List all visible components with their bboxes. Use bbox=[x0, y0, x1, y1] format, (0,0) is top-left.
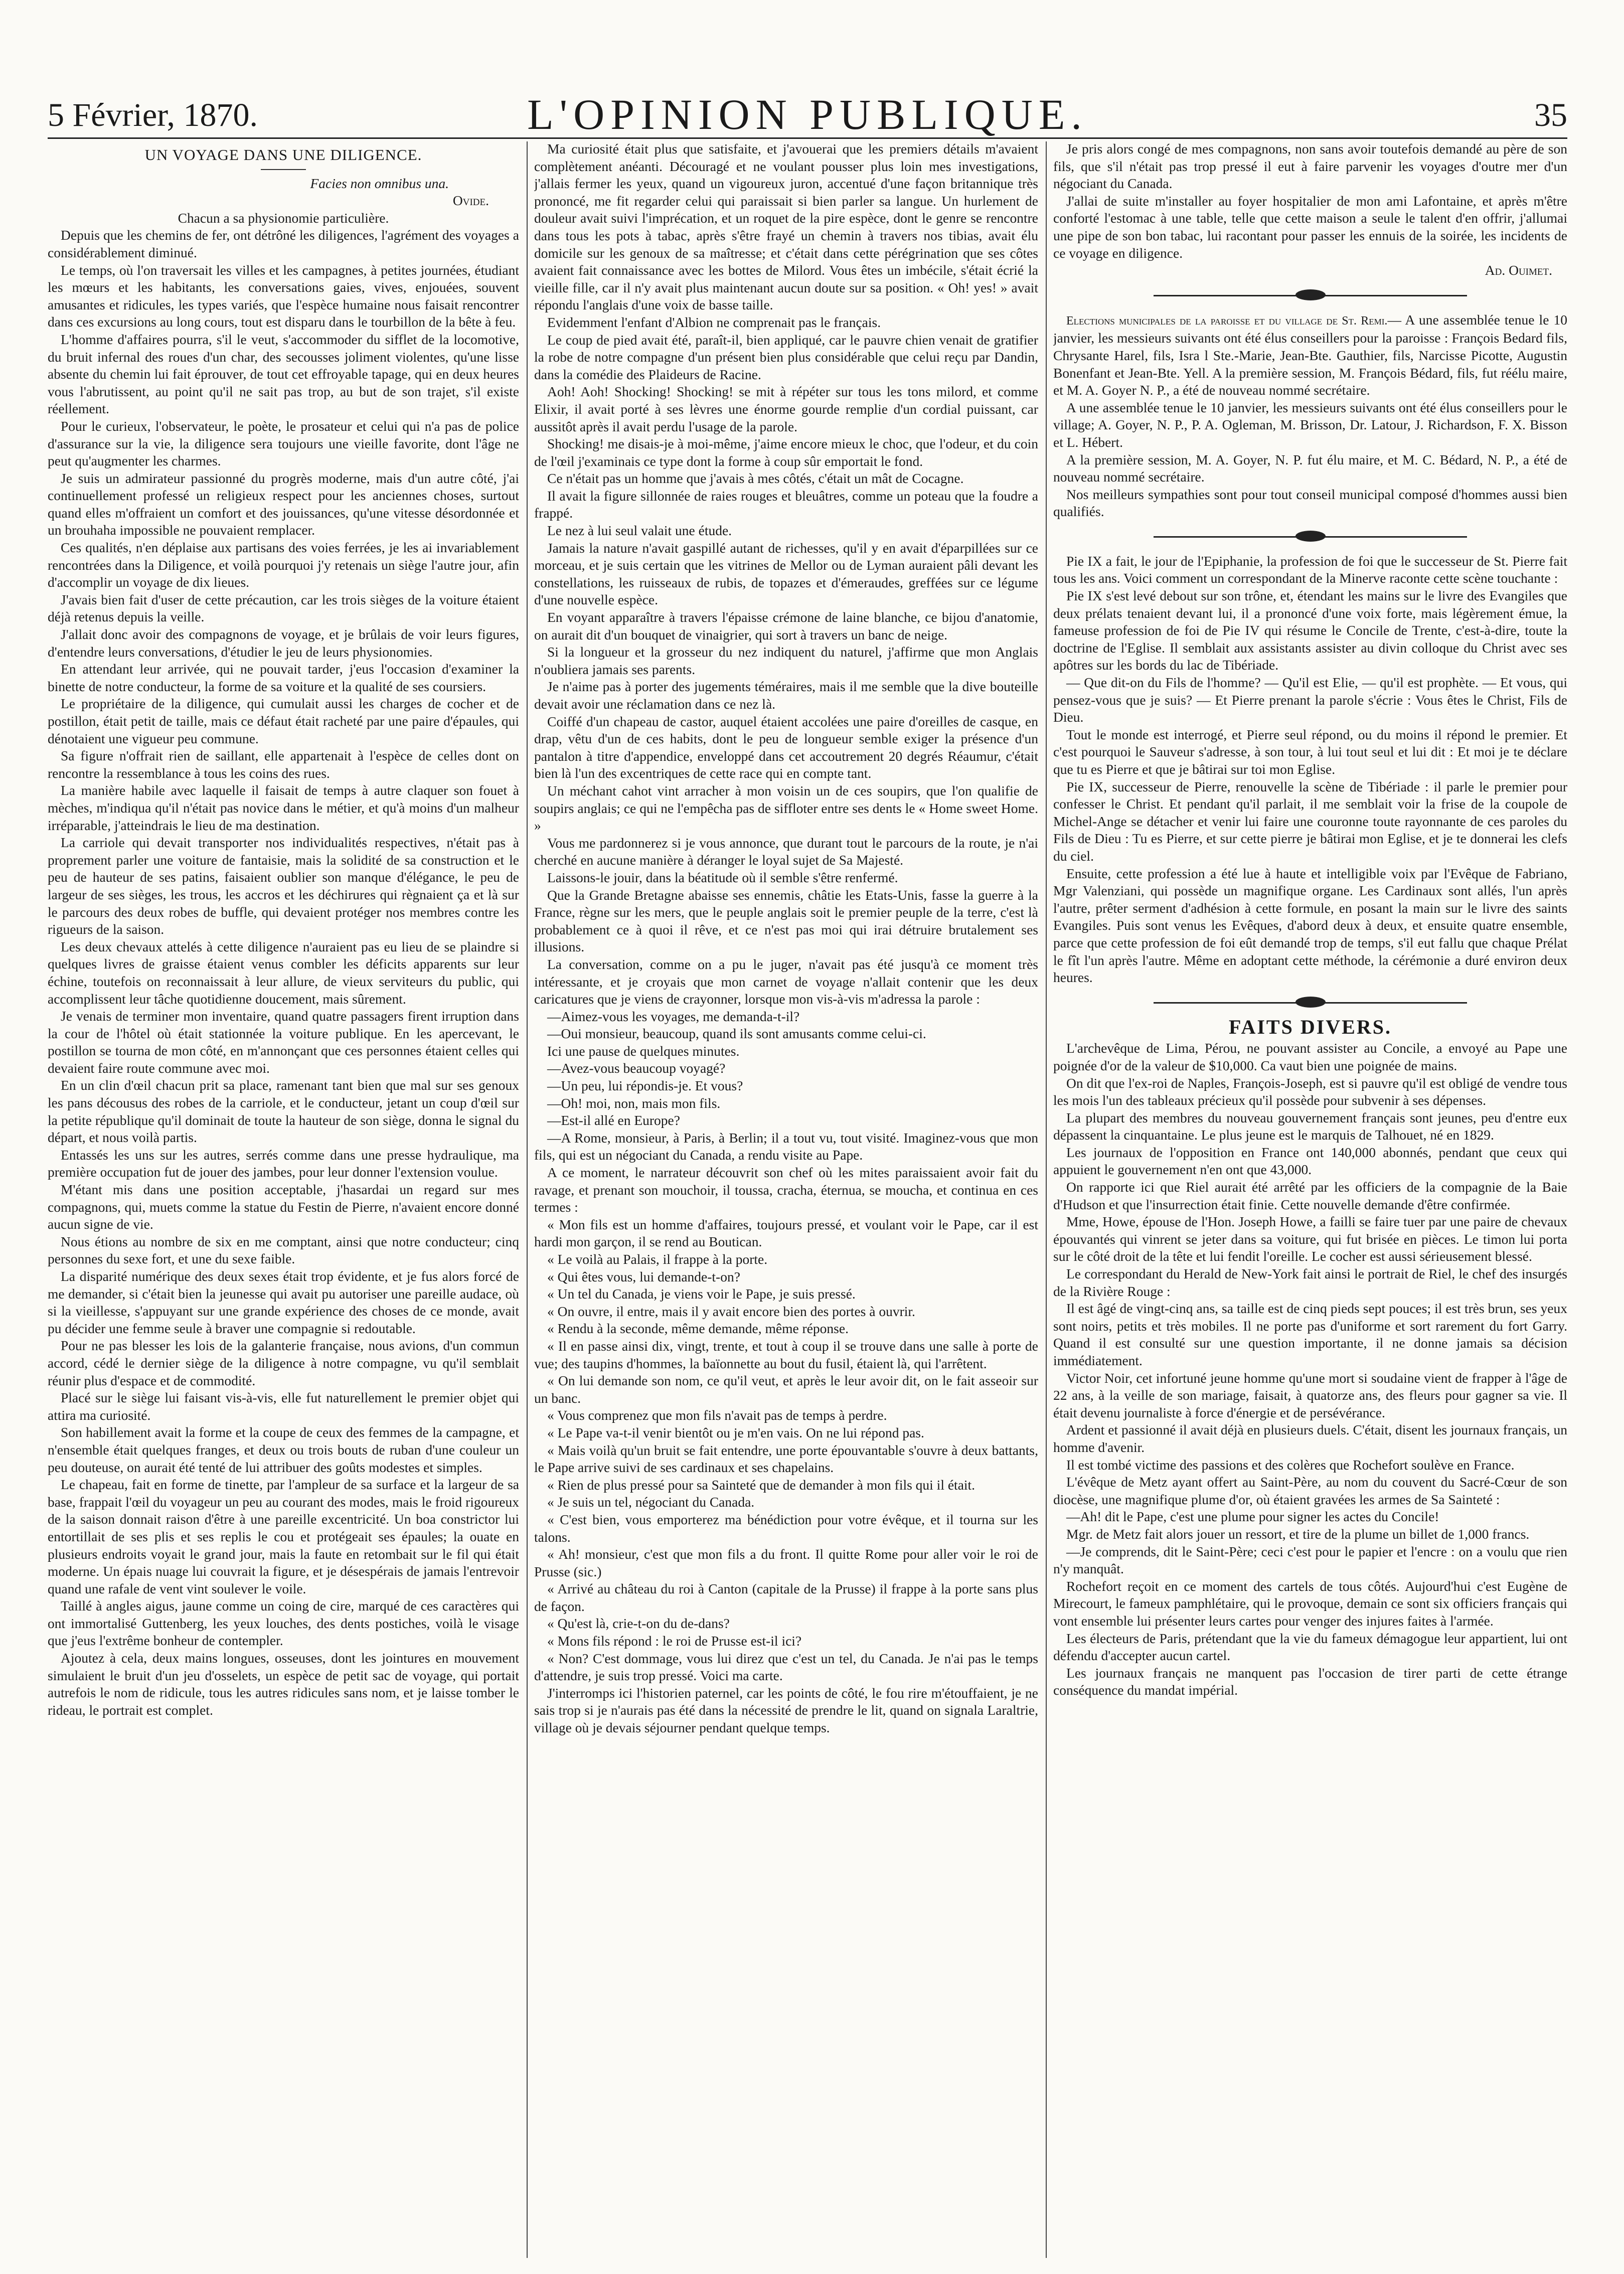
faits-divers-paragraph: Il est tombé victime des passions et des colères que Rochefort soulève en France. bbox=[1066, 1456, 1515, 1473]
article-paragraph: La carriole qui devait transporter nos individualités respectives, n'était pas à proprement parler une voiture de fantaisie, mais la solidité de sa construction et le peu de hauteur de ses patins, faisaient oublier son manque d'élégance, le peu de largeur de ses sièges, les trous, les accros et les déchirures qui règnaient ça et là sur le parcours des deux robes de buffle, qui devaient protéger nos membres contre les rigueurs de la saison. bbox=[48, 835, 519, 937]
column-2 bbox=[534, 140, 1038, 2262]
article-paragraph: J'avais bien fait d'user de cette précaution, car les trois sièges de la voiture étaient déjà retenus depuis la veille. bbox=[48, 591, 519, 625]
article-paragraph: Le nez à lui seul valait une étude. bbox=[547, 523, 732, 539]
article-paragraph: A ce moment, le narrateur découvrit son chef où les mites paraissaient avoir fait du ravage, et prenant son mouchoir, il toussa, cracha, éternua, se moucha, et continua en ces termes : bbox=[534, 1165, 1038, 1215]
article-paragraph: Aoh! Aoh! Shocking! Shocking! se mit à répéter sur tous les tons milord, et comme Elixir, il avait porté à ses lèvres une énorme gourde remplie d'un cordial puissant, car aussitôt après il avait perdu l'usage de la parole. bbox=[534, 384, 1038, 434]
article-paragraph: « C'est bien, vous emporterez ma bénédiction pour votre évêque, et il tourna sur les talons. bbox=[534, 1511, 1038, 1545]
article-paragraph: J'allai de suite m'installer au foyer hospitalier de mon ami Lafontaine, et après m'être conforté l'estomac à une table, telle que cette maison a seule le talent d'en offrir, j'allumai une pipe de son bon tabac, lui racontant pour passer les ennuis de la soirée, les incidents de ce voyage en diligence. bbox=[1053, 193, 1567, 261]
article-paragraph: —Est-il allé en Europe? bbox=[547, 1112, 680, 1128]
faits-divers-paragraph: Mgr. de Metz fait alors jouer un ressort, et tire de la plume un billet de 1,000 francs. bbox=[1066, 1526, 1530, 1542]
section-separator bbox=[1053, 993, 1567, 1013]
article-paragraph: Pour le curieux, l'observateur, le poète, le prosateur et celui qui n'a pas de police d'assurance sur la vie, la diligence sera toujours une vieille favorite, dont l'âge ne peut qu'augmenter les charmes. bbox=[48, 418, 519, 469]
column-3 bbox=[1053, 140, 1567, 2262]
article-paragraph: Son habillement avait la forme et la coupe de ceux des femmes de la campagne, et n'ensemble était quelques franges, et deux ou trois bouts de ruban d'une couleur un peu douteuse, on aurait été tenté de lui attribuer des goûts modestes et simples. bbox=[48, 1424, 519, 1475]
article-paragraph: Que la Grande Bretagne abaisse ses ennemis, châtie les Etats-Unis, fasse la guerre à la France, règne sur les mers, que le peuple anglais soit le premier peuple de la terre, c'est là probablement ce à quoi il rêve, et ce n'est pas moi qui irai détruire brutalement ses illusions. bbox=[534, 887, 1038, 955]
column-1 bbox=[48, 140, 519, 2262]
faits-divers-paragraph: Les journaux de l'opposition en France ont 140,000 abonnés, pendant que ceux qui appuient le gouvernement n'en ont que 43,000. bbox=[1053, 1144, 1567, 1178]
pie-ix-paragraph: Pie IX, successeur de Pierre, renouvelle la scène de Tibériade : il parle le premier pour confesser le Christ. Et pendant qu'il parlait, il me semblait voir la frise de la coupole de Michel-Ange se détacher et venir lui faire une couronne toute rayonnante de ces paroles du Fils de Dieu : Tu es Pierre, et sur cette pierre je bâtirai mon Eglise, et je te donnerai les clefs du ciel. bbox=[1053, 778, 1567, 864]
faits-divers-paragraph: —Je comprends, dit le Saint-Père; ceci c'est pour le papier et l'encre : on a voulu que rien n'y manquât. bbox=[1053, 1543, 1567, 1577]
article-paragraph: « Vous comprenez que mon fils n'avait pas de temps à perdre. bbox=[547, 1407, 887, 1423]
article-paragraph: « On lui demande son nom, ce qu'il veut, et après le leur avoir dit, on le fait asseoir sur un banc. bbox=[534, 1373, 1038, 1406]
article-paragraph: Si la longueur et la grosseur du nez indiquent du naturel, j'affirme que mon Anglais n'oubliera jamais ses parents. bbox=[534, 644, 1038, 677]
article-paragraph: —Avez-vous beaucoup voyagé? bbox=[547, 1060, 726, 1076]
article-paragraph: Sa figure n'offrait rien de saillant, elle appartenait à l'espèce de celles dont on rencontre la ressemblance à tous les coins des rues. bbox=[48, 748, 519, 781]
article-paragraph: Le temps, où l'on traversait les villes et les campagnes, à petites journées, étudiant les mœurs et les habitants, les conversations gaies, vives, enjouées, souvent amusantes et ridicules, les types variés, que l'espèce humaine nous faisait rencontrer dans ces excursions au long cours, tout est disparu dans le tourbillon de la bête à feu. bbox=[48, 262, 519, 330]
article-paragraph: —Un peu, lui répondis-je. Et vous? bbox=[547, 1078, 743, 1094]
pie-ix-paragraph: Pie IX a fait, le jour de l'Epiphanie, la profession de foi que le successeur de St. Pierre fait tous les ans. Voici comment un correspondant de la Minerve raconte cette scène touchante : bbox=[1053, 553, 1567, 586]
section-separator bbox=[1053, 285, 1567, 305]
article-paragraph: Pour ne pas blesser les lois de la galanterie française, nous avions, d'un commun accord, cédé le dernier siège de la diligence à notre compagne, vu qu'il semblait réunir plus d'espace et de commodité. bbox=[48, 1338, 519, 1388]
article-paragraph: Ajoutez à cela, deux mains longues, osseuses, dont les jointures en mouvement simulaient le bruit d'un jeu d'osselets, un espèce de petit sac de voyage, qui portait autrefois le nom de ridicule, tous les autres ridicules sans nom, et je laisse tomber le rideau, le portrait est complet. bbox=[48, 1650, 519, 1718]
article-paragraph: Entassés les uns sur les autres, serrés comme dans une presse hydraulique, ma première occupation fut de jouer des jambes, pour leur donner l'extension voulue. bbox=[48, 1147, 519, 1180]
article-paragraph: Taillé à angles aigus, jaune comme un coing de cire, marqué de ces caractères qui ont immortalisé Guttenberg, les yeux louches, des dents postiches, voilà le visage que j'eus l'extrême bonheur de contempler. bbox=[48, 1598, 519, 1649]
article-paragraph: « Rien de plus pressé pour sa Sainteté que de demander à mon fils qui il était. bbox=[547, 1477, 976, 1493]
article-paragraph: Je suis un admirateur passionné du progrès moderne, mais d'un autre côté, j'ai continuellement professé un religieux respect pour les anciennes choses, surtout quand elles m'offraient un comfort et des jouissances, qu'une vitesse désordonnée et un brouhaha impossible ne pouvaient remplacer. bbox=[48, 470, 519, 538]
faits-divers-paragraph: L'évêque de Metz ayant offert au Saint-Père, au nom du couvent du Sacré-Cœur de son diocèse, une magnifique plume d'or, où étaient gravées les armes de Sa Sainteté : bbox=[1053, 1474, 1567, 1507]
faits-divers-paragraph: Mme, Howe, épouse de l'Hon. Joseph Howe, a failli se faire tuer par une paire de chevaux épouvantés qui vinrent se jeter dans sa voiture, qui fut brisée en pièces. Le timon lui porta sur le côté droit de la tête et lui fendit l'oreille. Le cocher est aussi sérieusement blessé. bbox=[1053, 1214, 1567, 1264]
faits-divers-paragraph: L'archevêque de Lima, Pérou, ne pouvant assister au Concile, a envoyé au Pape une poignée d'or de la valeur de $10,000. Ca vaut bien une poignée de mains. bbox=[1053, 1040, 1567, 1073]
article-paragraph: La manière habile avec laquelle il faisait de temps à autre claquer son fouet à mèches, m'indiqua qu'il n'était pas novice dans le métier, et qu'à moins d'un malheur irréparable, j'atteindrais le lieu de ma destination. bbox=[48, 782, 519, 833]
article-paragraph: L'homme d'affaires pourra, s'il le veut, s'accommoder du sifflet de la locomotive, du bruit infernal des roues d'un char, des secousses joliment violentes, qu'une lisse absente du chemin lui fait éprouver, de tout cet effroyable tapage, qui en deux heures vous l'abrutissent, au point qu'il ne sait pas trop, au but de son trajet, s'il existe réellement. bbox=[48, 331, 519, 417]
article-title: UN VOYAGE DANS UNE DILIGENCE. bbox=[144, 146, 422, 164]
article-paragraph: « Mais voilà qu'un bruit se fait entendre, une porte épouvantable s'ouvre à deux battants, le Pape arrive suivi de ses cardinaux et ses chapelains. bbox=[534, 1442, 1038, 1476]
column-divider-2 bbox=[1046, 141, 1047, 2258]
article-paragraph: Ici une pause de quelques minutes. bbox=[547, 1043, 740, 1059]
issue-date: 5 Février, 1870. bbox=[48, 97, 258, 133]
article-paragraph: Je n'aime pas à porter des jugements téméraires, mais il me semble que la dive bouteille devait avoir une réclamation dans ce nez là. bbox=[534, 679, 1038, 712]
article-paragraph: Le chapeau, fait en forme de tinette, par l'ampleur de sa surface et la largeur de sa base, frappait l'œil du voyageur un peu au courant des modes, mais le froid rigoureux de la saison donnait raison d'être à une pareille excentricité. Un boa constrictor lui entortillait de ses plis et ses replis le cou et protégeait ses épaules; la ouate en plusieurs endroits voyait le grand jour, mais la faute en retombait sur le fil qui était moderne. Un épais nuage lui couvrait la figure, et je désespérais de jamais l'entrevoir quand une rafale de vent vint soulever le voile. bbox=[48, 1477, 519, 1596]
article-paragraph: « Arrivé au château du roi à Canton (capitale de la Prusse) il frappe à la porte sans plus de façon. bbox=[534, 1581, 1038, 1614]
title-rule bbox=[261, 169, 306, 170]
pie-ix-paragraph: — Que dit-on du Fils de l'homme? — Qu'il est Elie, — qu'il est prophète. — Et vous, qui pensez-vous que je suis? — Et Pierre prenant la parole s'écrie : Vous êtes le Christ, Fils de Dieu. bbox=[1053, 675, 1567, 725]
article-paragraph: Shocking! me disais-je à moi-même, j'aime encore mieux le choc, que l'odeur, et du coin de l'œil j'examinais ce type dont la forme à coup sûr emportait le fond. bbox=[534, 436, 1038, 469]
article-paragraph: Je pris alors congé de mes compagnons, non sans avoir toutefois demandé au père de son fils, que s'il n'était pas trop pressé il eut à faire parvenir les voyages d'outre mer d'un négociant du Canada. bbox=[1053, 141, 1567, 192]
article-paragraph: —Oh! moi, non, mais mon fils. bbox=[547, 1095, 721, 1111]
article-paragraph: Il avait la figure sillonnée de raies rouges et bleuâtres, comme un poteau que la foudre a frappé. bbox=[534, 488, 1038, 521]
elections-text: — A une assemblée tenue le 10 janvier, les messieurs suivants ont été élus conseillers pour la paroisse : François Bedard fils, Chrysante Harel, fils, Isra l Ste.-Marie, Jean-Bte. Gauthier, fils, Narcisse Picotte, Augustin Bonenfant et Jean-Bte. Yell. A la première session, M. François Bédard, fils, fut réélu maire, et M. A. Goyer N. P., a été de nouveau nommé secrétaire. bbox=[1053, 311, 1567, 398]
faits-divers-paragraph: Les électeurs de Paris, prétendant que la vie du fameux démagogue leur appartient, lui ont défendu d'accepter aucun cartel. bbox=[1053, 1630, 1567, 1664]
pie-ix-paragraph: Ensuite, cette profession a été lue à haute et intelligible voix par l'Evêque de Fabriano, Mgr Valenziani, qui possède un magnifique organe. Les Cardinaux sont allés, l'un après l'autre, prêter serment d'adhésion à cette formule, en posant la main sur le livre des saints Evangiles. Puis sont venus les Evêques, d'abord deux à deux, et ensuite quatre ensemble, parce que cette profession de foi eût demandé trop de temps, s'il eut fallu que chaque Prélat le fît l'un après l'autre. Même en adoptant cette méthode, la cérémonie a duré environ deux heures. bbox=[1053, 865, 1567, 986]
article-paragraph: Vous me pardonnerez si je vous annonce, que durant tout le parcours de la route, je n'ai cherché en aucune manière à déranger le loyal sujet de Sa Majesté. bbox=[534, 835, 1038, 868]
article-paragraph: En un clin d'œil chacun prit sa place, ramenant tant bien que mal sur ses genoux les pans décousus des robes de la carriole, et le conducteur, jetant un coup d'œil sur la petite république qu'il dominait de toute la hauteur de son siège, donna le signal du départ, et nous voilà partis. bbox=[48, 1077, 519, 1146]
elections-paragraph: A une assemblée tenue le 10 janvier, les messieurs suivants ont été élus conseillers pour le village; A. Goyer, N. P., P. A. Ogleman, M. Brisson, Dr. Latour, J. Richardson, F. X. Bisson et L. Hébert. bbox=[1053, 399, 1567, 450]
article-paragraph: —A Rome, monsieur, à Paris, à Berlin; il a tout vu, tout visité. Imaginez-vous que mon fils, qui est un négociant du Canada, a rendu visite au Pape. bbox=[534, 1129, 1038, 1163]
article-paragraph: « Mons fils répond : le roi de Prusse est-il ici? bbox=[547, 1633, 802, 1649]
article-paragraph: Ce n'était pas un homme que j'avais à mes côtés, c'était un mât de Cocagne. bbox=[547, 470, 964, 486]
faits-divers-paragraph: Le correspondant du Herald de New-York fait ainsi le portrait de Riel, le chef des insurgés de la Rivière Rouge : bbox=[1053, 1266, 1567, 1299]
faits-divers-paragraph: Il est âgé de vingt-cinq ans, sa taille est de cinq pieds sept pouces; il est très brun, ses yeux sont noirs, petits et très mobiles. Il ne porte pas d'uniforme et sort rarement du fort Garry. Quand il est consulté sur une question importante, il ne donne jamais sa décision immédiatement. bbox=[1053, 1301, 1567, 1368]
article-paragraph: Ces qualités, n'en déplaise aux partisans des voies ferrées, je les ai invariablement rencontrées dans la Diligence, et voilà pourquoi j'y retenais un siège l'autre jour, afin d'accomplir un voyage de dix lieues. bbox=[48, 540, 519, 590]
elections-paragraph: Nos meilleurs sympathies sont pour tout conseil municipal composé d'hommes aussi bien qualifiés. bbox=[1053, 486, 1567, 520]
article-paragraph: Le coup de pied avait été, paraît-il, bien appliqué, car le pauvre chien venait de gratifier la robe de notre compagne d'un présent bien plus considérable que celui reçu par Dandin, dans la comédie des Plaideurs de Racine. bbox=[534, 332, 1038, 382]
elections-paragraph bbox=[1053, 311, 1567, 399]
faits-divers-paragraph: On dit que l'ex-roi de Naples, François-Joseph, est si pauvre qu'il est obligé de vendre tous les mois l'un des tableaux précieux qu'il possède pour subvenir à ses dépenses. bbox=[1053, 1075, 1567, 1108]
page-header bbox=[48, 89, 1567, 139]
elections-lead: Elections municipales de la paroisse et du village de St. Remi. bbox=[1066, 314, 1388, 328]
faits-divers-paragraph: Victor Noir, cet infortuné jeune homme qu'une mort si soudaine vient de frapper à l'âge de 22 ans, à la veille de son mariage, faisait, à quatorze ans, des fleurs pour gagner sa vie. Il était devenu journaliste à force d'énergie et de persévérance. bbox=[1053, 1370, 1567, 1420]
article-paragraph: En voyant apparaître à travers l'épaisse crémone de laine blanche, ce bijou d'anatomie, on aurait dit d'un bouquet de vinaigrier, qui sort à travers un banc de neige. bbox=[534, 609, 1038, 642]
article-paragraph: « Non? C'est dommage, vous lui direz que c'est un tel, du Canada. Je n'ai pas le temps d'attendre, je suis trop pressé. Voici ma carte. bbox=[534, 1650, 1038, 1684]
article-paragraph: Un méchant cahot vint arracher à mon voisin un de ces soupirs, que l'on qualifie de soupirs anglais; ce qui ne l'empêcha pas de siffloter entre ses dents le « Home sweet Home. » bbox=[534, 782, 1038, 834]
article-paragraph: Coiffé d'un chapeau de castor, auquel étaient accolées une paire d'oreilles de casque, en drap, vêtu d'un de ces habits, dont le peu de longueur semble exiger la présence d'un pantalon à titre d'appendice, enveloppé dans cet accoutrement 20 degrés Réaumur, c'était bien là l'un des excentriques de cette race qui en compte tant. bbox=[534, 713, 1038, 781]
column-divider-1 bbox=[527, 141, 528, 2258]
page-number: 35 bbox=[1534, 97, 1567, 133]
header-rule bbox=[48, 137, 1567, 139]
article-paragraph: Laissons-le jouir, dans la béatitude où il semble s'être renfermé. bbox=[547, 869, 898, 885]
article-paragraph: « Le Pape va-t-il venir bientôt ou je m'en vais. On ne lui répond pas. bbox=[547, 1424, 924, 1440]
newspaper-title: L'OPINION PUBLIQUE. bbox=[527, 90, 1088, 138]
article-paragraph: « Qui êtes vous, lui demande-t-on? bbox=[547, 1268, 740, 1284]
article-paragraph: Ma curiosité était plus que satisfaite, et j'avouerai que les premiers détails m'avaient complètement anéanti. Découragé et ne voulant pousser plus loin mes investigations, j'allais fermer les yeux, quand un vigoureux juron, accentué d'une façon britannique très prononcé, me fit regarder celui qui paraissait si bien parler sa langue. Un hurlement de douleur avait suivi l'imprécation, et un roquet de la pire espèce, dont le genre se rencontre dans tous les pots à tabac, après s'être frayé un chemin à travers nos tibias, avait élu domicile sur les genoux de sa maîtresse; et c'était dans cette pérégrination que ses côtes avaient fait connaissance avec les bottes de Milord. Vous êtes un imbécile, s'était écrié la vieille fille, car il n'y avait plus maintenant aucun doute sur sa position. « Oh! yes! » avait répondu l'anglais d'une voix de basse taille. bbox=[534, 141, 1038, 313]
article-paragraph: Placé sur le siège lui faisant vis-à-vis, elle fut naturellement le premier objet qui attira ma curiosité. bbox=[48, 1390, 519, 1423]
article-paragraph: Je venais de terminer mon inventaire, quand quatre passagers firent irruption dans la cour de l'hôtel où était stationnée la voiture publique. En les apercevant, le postillon se tourna de mon côté, en m'annonçant que ces personnes étaient celles qui devaient faire route commune avec moi. bbox=[48, 1008, 519, 1076]
article-paragraph: J'interromps ici l'historien paternel, car les points de côté, le fou rire m'étouffaient, je ne sais trop si je n'aurais pas été dans la nécessité de prendre le lit, quand on signala Laraltrie, village où je devais séjourner pendant quelque temps. bbox=[534, 1685, 1038, 1736]
article-paragraph: Depuis que les chemins de fer, ont détrôné les diligences, l'agrément des voyages a considérablement diminué. bbox=[48, 227, 519, 260]
article-paragraph: « Un tel du Canada, je viens voir le Pape, je suis pressé. bbox=[547, 1286, 856, 1302]
article-paragraph: « Je suis un tel, négociant du Canada. bbox=[547, 1494, 755, 1510]
pie-ix-paragraph: Tout le monde est interrogé, et Pierre seul répond, ou du moins il répond le premier. Et c'est pourquoi le Sauveur s'adresse, à son tour, à lui tout seul et lui dit : Et moi je te déclare que tu es Pierre et que je bâtirai sur toi mon Eglise. bbox=[1053, 726, 1567, 777]
article-paragraph: —Oui monsieur, beaucoup, quand ils sont amusants comme celui-ci. bbox=[547, 1026, 926, 1042]
article-paragraph: Evidemment l'enfant d'Albion ne comprenait pas le français. bbox=[547, 314, 881, 330]
article-paragraph: « Mon fils est un homme d'affaires, toujours pressé, et voulant voir le Pape, car il est hardi mon garçon, il se rend au Boutican. bbox=[534, 1216, 1038, 1250]
epigraph-author: Ovide. bbox=[452, 193, 489, 209]
epigraph-translation: Chacun a sa physionomie particulière. bbox=[178, 210, 389, 226]
article-signature: Ad. Ouimet. bbox=[1485, 262, 1552, 278]
article-paragraph: « Ah! monsieur, c'est que mon fils a du front. Il quitte Rome pour aller voir le roi de Prusse (sic.) bbox=[534, 1546, 1038, 1579]
pie-ix-paragraph: Pie IX s'est levé debout sur son trône, et, étendant les mains sur le livre des Evangiles que deux prélats tenaient devant lui, il a prononcé d'une voix forte, mais légèrement émue, la fameuse profession de foi de Pie IV qui résume le Concile de Trente, c'est-à-dire, toute la doctrine de l'Eglise. Il semblait aux assistants assister au divin colloque du Christ avec ses apôtres sur les bords du lac de Tibériade. bbox=[1053, 588, 1567, 673]
faits-divers-paragraph: Les journaux français ne manquent pas l'occasion de tirer parti de cette étrange conséquence du mandat impérial. bbox=[1053, 1665, 1567, 1698]
article-paragraph: « Le voilà au Palais, il frappe à la porte. bbox=[547, 1251, 768, 1267]
article-paragraph: « On ouvre, il entre, mais il y avait encore bien des portes à ouvrir. bbox=[547, 1303, 915, 1319]
section-title-faits-divers: FAITS DIVERS. bbox=[1229, 1015, 1392, 1038]
article-paragraph: « Rendu à la seconde, même demande, même réponse. bbox=[547, 1321, 849, 1337]
article-paragraph: Les deux chevaux attelés à cette diligence n'auraient pas eu lieu de se plaindre si quelques livres de graisse étaient venus combler les déficits apparents sur leur échine, toutefois on reconnaissait à leur allure, de vieux serviteurs du public, qui accomplissent leur tâche quotidienne doucement, mais sûrement. bbox=[48, 938, 519, 1007]
faits-divers-paragraph: —Ah! dit le Pape, c'est une plume pour signer les actes du Concile! bbox=[1066, 1509, 1439, 1525]
section-separator bbox=[1053, 527, 1567, 547]
elections-paragraph: A la première session, M. A. Goyer, N. P. fut élu maire, et M. C. Bédard, N. P., a été de nouveau nommé secrétaire. bbox=[1053, 451, 1567, 485]
article-paragraph: Le propriétaire de la diligence, qui cumulait aussi les charges de cocher et de postillon, était petit de taille, mais ce défaut était racheté par une paire d'épaules, qui dénotaient une vigueur peu commune. bbox=[48, 696, 519, 746]
article-paragraph: Jamais la nature n'avait gaspillé autant de richesses, qu'il y en avait d'éparpillées sur ce morceau, et je suis certain que les vitrines de Mellor ou de Lyman auraient pâli devant les constellations, les ruisseaux de rubis, de topazes et d'émeraudes, greffées sur ce légume d'une nouvelle espèce. bbox=[534, 540, 1038, 608]
epigraph: Facies non omnibus una. bbox=[310, 175, 449, 191]
article-paragraph: J'allait donc avoir des compagnons de voyage, et je brûlais de voir leurs figures, d'entendre leurs conversations, d'étudier le jeu de leurs physionomies. bbox=[48, 626, 519, 660]
article-paragraph: « Qu'est là, crie-t-on du de-dans? bbox=[547, 1615, 730, 1632]
faits-divers-paragraph: Rochefort reçoit en ce moment des cartels de tous côtés. Aujourd'hui c'est Eugène de Mirecourt, le fameux pamphlétaire, qui le provoque, demain ce sont six officiers français qui vont ensemble lui présenter leurs cartes pour venger des injures faites à l'armée. bbox=[1053, 1578, 1567, 1629]
faits-divers-paragraph: Ardent et passionné il avait déjà en plusieurs duels. C'était, disent les journaux français, un homme d'avenir. bbox=[1053, 1422, 1567, 1455]
article-paragraph: M'étant mis dans une position acceptable, j'hasardai un regard sur mes compagnons, qui, muets comme la statue du Festin de Pierre, n'avaient encore donné aucun signe de vie. bbox=[48, 1182, 519, 1232]
article-paragraph: « Il en passe ainsi dix, vingt, trente, et tout à coup il se trouve dans une salle à porte de vue; des taupins d'hommes, la baïonnette au bout du fusil, étaient là, qui l'arrêtent. bbox=[534, 1338, 1038, 1371]
article-paragraph: La conversation, comme on a pu le juger, n'avait pas été jusqu'à ce moment très intéressante, et je croyais que mon carnet de voyage n'allait contenir que les deux caricatures que je viens de crayonner, lorsque mon vis-à-vis m'adressa la parole : bbox=[534, 956, 1038, 1007]
article-paragraph: En attendant leur arrivée, qui ne pouvait tarder, j'eus l'occasion d'examiner la binette de notre conducteur, la forme de sa voiture et la qualité de ses coursiers. bbox=[48, 661, 519, 694]
article-paragraph: —Aimez-vous les voyages, me demanda-t-il? bbox=[547, 1008, 800, 1024]
article-paragraph: La disparité numérique des deux sexes était trop évidente, et je fus alors forcé de me demander, si c'était bien la jeunesse qui avait pu autoriser une pareille audace, où si la vieillesse, s'appuyant sur une grande expérience des choses de ce monde, avait pu décider une femme seule à braver une compagnie si redoutable. bbox=[48, 1268, 519, 1336]
article-paragraph: Nous étions au nombre de six en me comptant, ainsi que notre conducteur; cinq personnes du sexe fort, et une du sexe faible. bbox=[48, 1233, 519, 1267]
faits-divers-paragraph: La plupart des membres du nouveau gouvernement français sont jeunes, peu d'entre eux dépassent la cinquantaine. Le plus jeune est le marquis de Talhouet, né en 1829. bbox=[1053, 1109, 1567, 1143]
faits-divers-paragraph: On rapporte ici que Riel aurait été arrêté par les officiers de la compagnie de la Baie d'Hudson et que l'insurrection était finie. Cette nouvelle demande d'être confirmée. bbox=[1053, 1179, 1567, 1212]
